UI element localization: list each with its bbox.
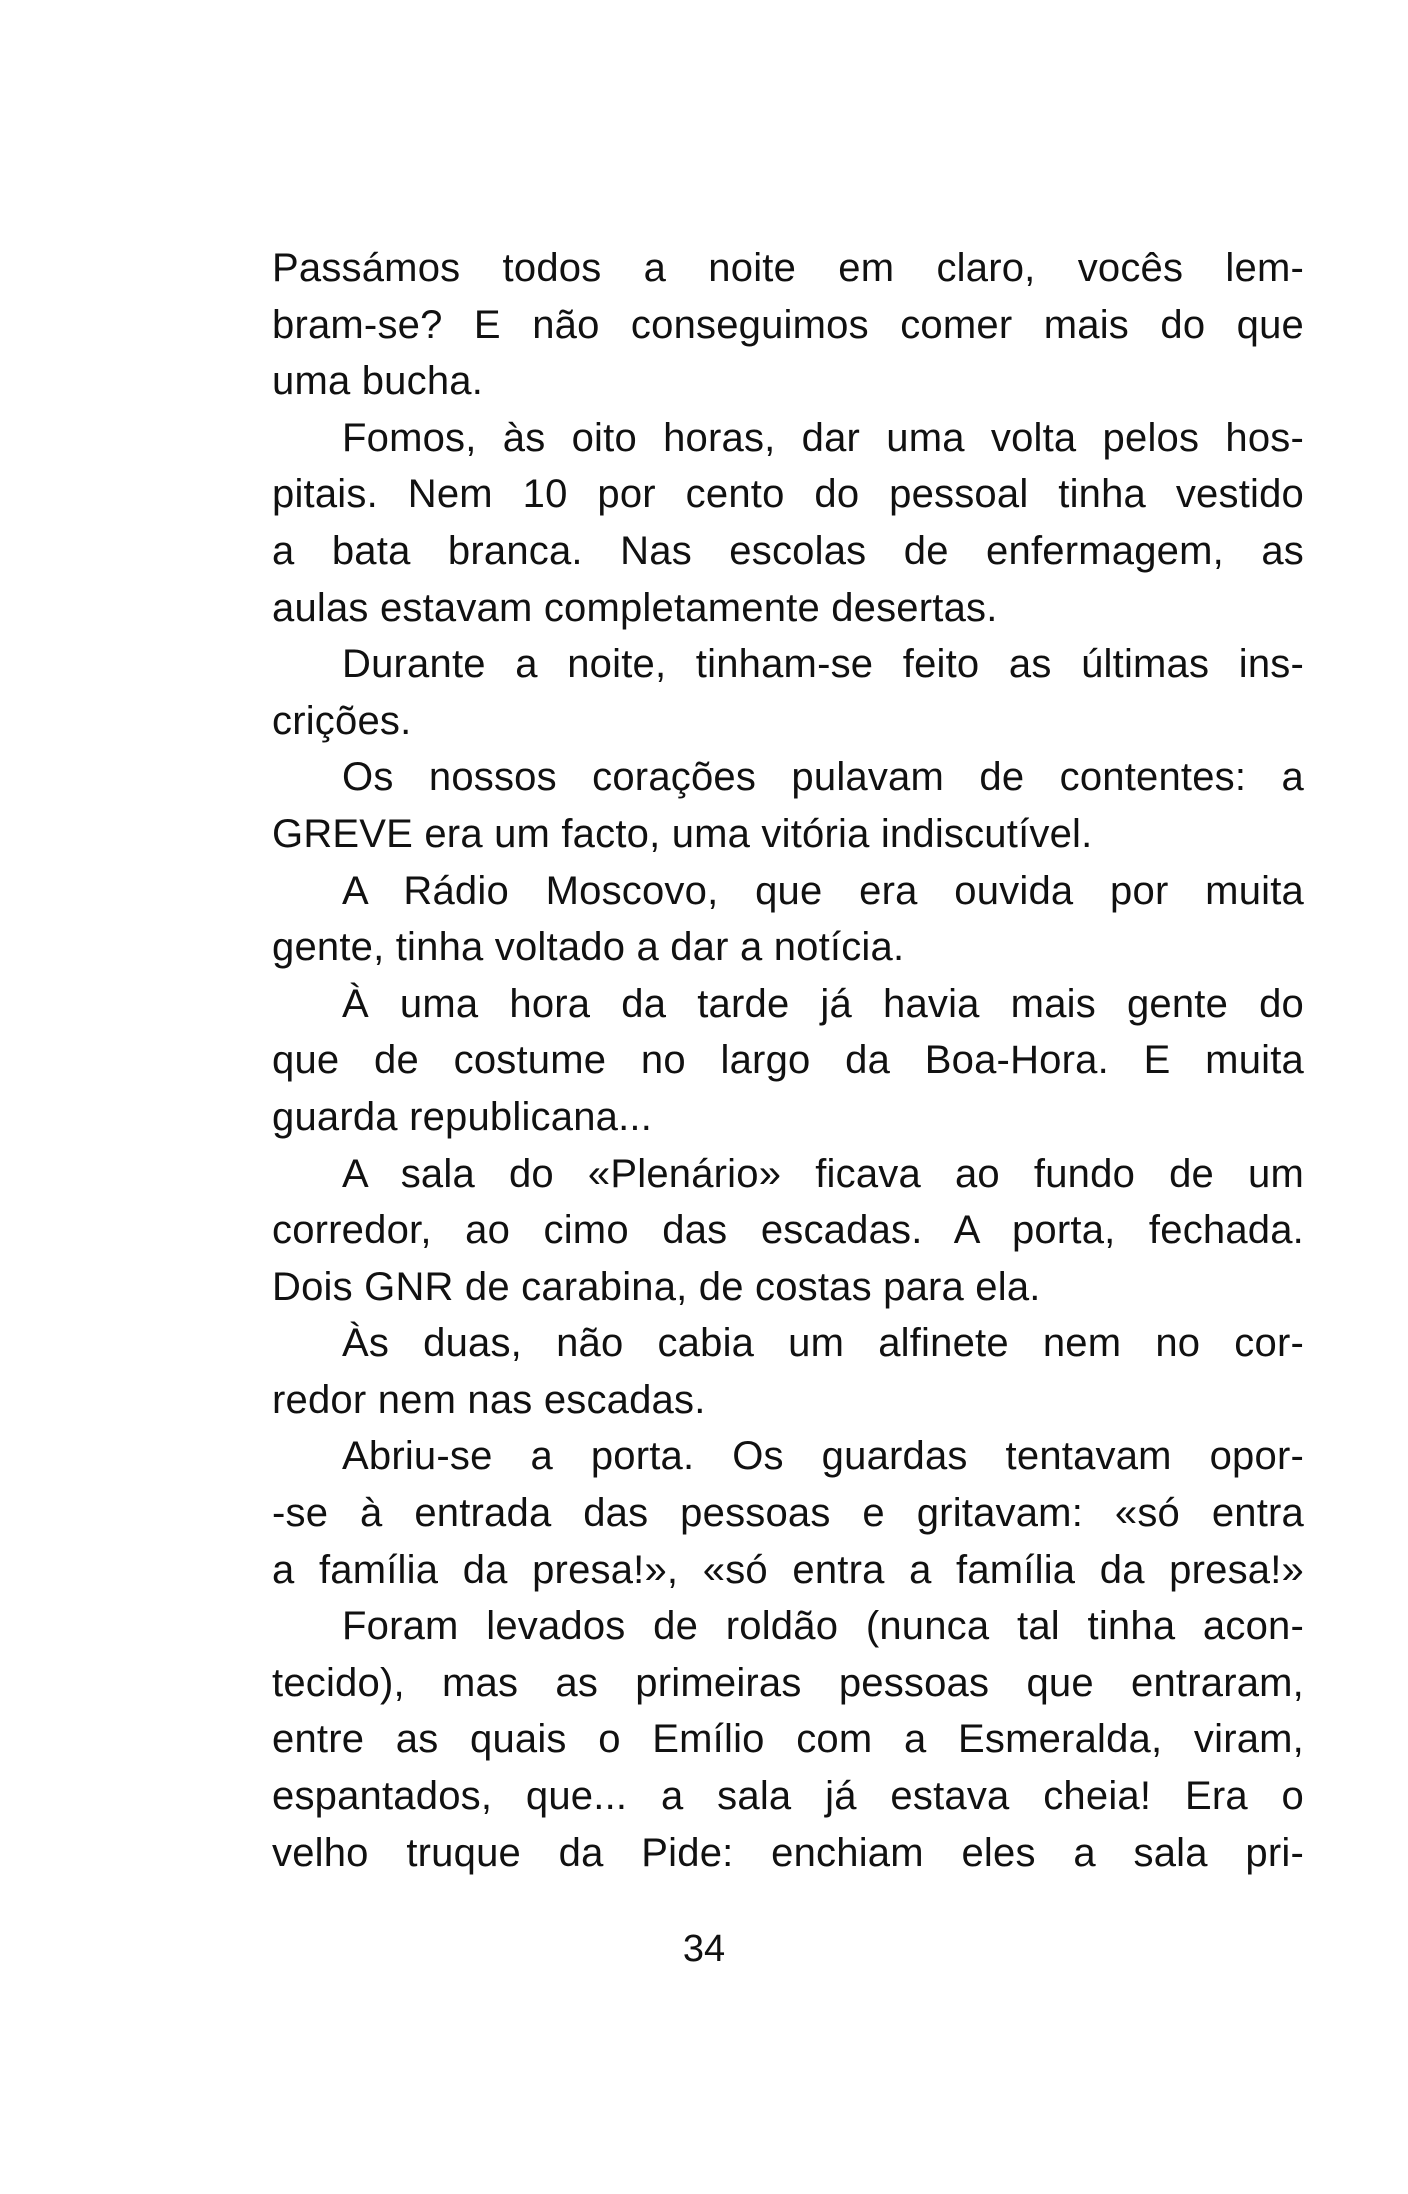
text-line: crições. (272, 698, 412, 743)
body-text (272, 240, 1304, 1881)
text-line: guarda republicana... (272, 1094, 653, 1139)
text-line: uma bucha. (272, 359, 484, 404)
text-line: -se à entrada das pessoas e gritavam: «só entra (272, 1491, 1304, 1536)
text-line: espantados, que... a sala já estava cheia! Era o (272, 1774, 1304, 1819)
text-line: Dois GNR de carabina, de costas para ela. (272, 1264, 1041, 1309)
page-number: 34 (682, 1928, 726, 1970)
text-line: À uma hora da tarde já havia mais gente do (342, 981, 1304, 1026)
text-line: A sala do «Plenário» ficava ao fundo de um (342, 1151, 1304, 1196)
text-line: aulas estavam completamente desertas. (272, 585, 998, 630)
text-line: Abriu-se a porta. Os guardas tentavam opor- (342, 1434, 1304, 1479)
text-line: entre as quais o Emílio com a Esmeralda, viram, (272, 1717, 1304, 1762)
text-line: Às duas, não cabia um alfinete nem no cor- (342, 1321, 1304, 1366)
text-line: tecido), mas as primeiras pessoas que entraram, (272, 1660, 1304, 1705)
text-line: Durante a noite, tinham-se feito as últimas ins- (342, 642, 1304, 687)
text-line: corredor, ao cimo das escadas. A porta, fechada. (272, 1208, 1304, 1253)
text-line: velho truque da Pide: enchiam eles a sala pri- (272, 1830, 1304, 1875)
text-line: bram-se? E não conseguimos comer mais do que (272, 302, 1304, 347)
text-line: Os nossos corações pulavam de contentes: a (342, 755, 1304, 800)
text-line: GREVE era um facto, uma vitória indiscutível. (272, 811, 1093, 856)
text-line: Passámos todos a noite em claro, vocês lem- (272, 246, 1304, 290)
text-line: que de costume no largo da Boa-Hora. E muita (272, 1038, 1304, 1083)
text-line: A Rádio Moscovo, que era ouvida por muita (342, 868, 1304, 913)
text-line: redor nem nas escadas. (272, 1377, 706, 1422)
text-line: Fomos, às oito horas, dar uma volta pelos hos- (342, 415, 1304, 460)
text-line: a família da presa!», «só entra a família da presa!» (272, 1547, 1304, 1592)
text-line: gente, tinha voltado a dar a notícia. (272, 925, 905, 970)
text-line: a bata branca. Nas escolas de enfermagem, as (272, 528, 1304, 573)
text-line: Foram levados de roldão (nunca tal tinha acon- (342, 1604, 1304, 1649)
text-line: pitais. Nem 10 por cento do pessoal tinha vestido (272, 472, 1304, 517)
